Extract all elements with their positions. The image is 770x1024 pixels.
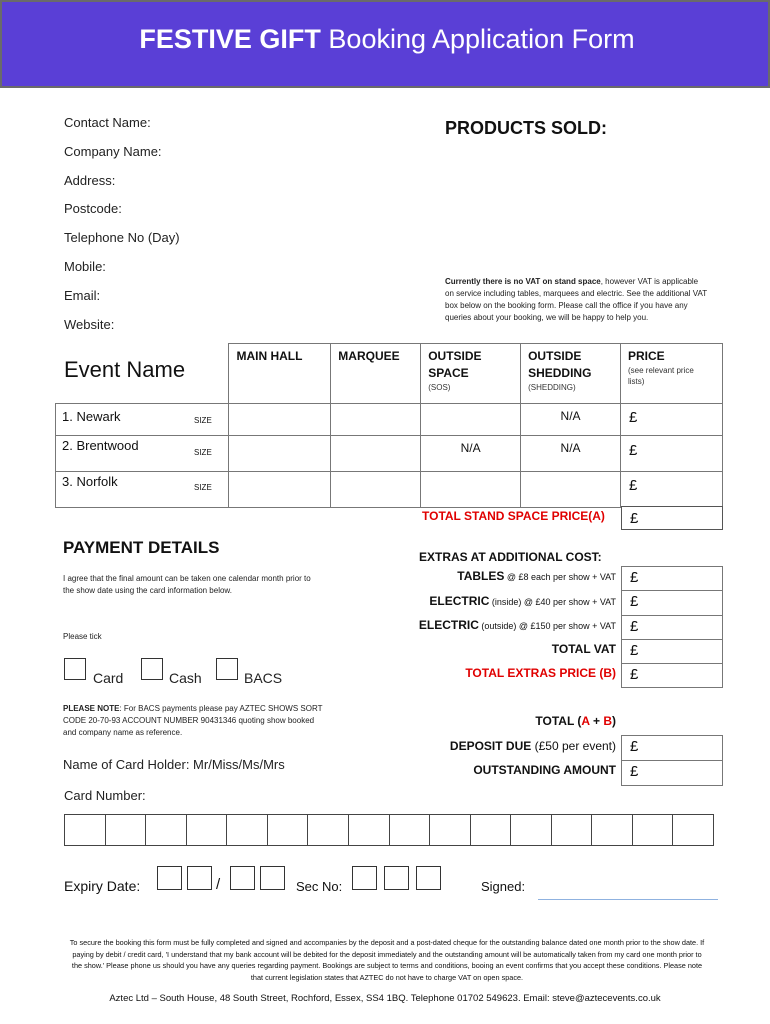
card-digit-box[interactable] <box>268 815 309 845</box>
bacs-checkbox[interactable] <box>216 658 238 680</box>
card-digit-box[interactable] <box>633 815 674 845</box>
card-option-label: Card <box>93 670 124 686</box>
expiry-month-box[interactable] <box>187 866 212 890</box>
main-hall-cell[interactable] <box>229 472 331 508</box>
sos-cell[interactable] <box>421 472 521 508</box>
card-number-boxes <box>64 814 714 846</box>
sec-digit-box[interactable] <box>352 866 377 890</box>
telephone-label: Telephone No (Day) <box>64 230 180 245</box>
card-digit-box[interactable] <box>308 815 349 845</box>
card-digit-box[interactable] <box>146 815 187 845</box>
card-digit-box[interactable] <box>511 815 552 845</box>
card-digit-box[interactable] <box>471 815 512 845</box>
electric-outside-price[interactable]: £ <box>622 616 723 640</box>
bacs-note: PLEASE NOTE: For BACS payments please pay AZTEC SHOWS SORT CODE 20-70-93 ACCOUNT NUMBER 90431346 quoting show booked and company name as reference. <box>63 704 323 737</box>
tables-price[interactable]: £ <box>622 567 723 591</box>
sec-no-label: Sec No: <box>296 879 343 894</box>
sos-cell[interactable]: N/A <box>421 436 521 472</box>
sos-cell[interactable] <box>421 404 521 436</box>
card-digit-box[interactable] <box>227 815 268 845</box>
deposit-price-table <box>621 735 723 786</box>
event-name: 1. Newark <box>62 409 121 424</box>
total-vat-price[interactable]: £ <box>622 640 723 664</box>
cash-option-label: Cash <box>169 670 202 686</box>
event-name: 2. Brentwood <box>62 438 139 453</box>
terms-text: To secure the booking this form must be fully completed and signed and accompanies by the deposit and a post-dated cheque for the outstanding balance dated one month prior to the show date. If paying by debit / credit card, 'I understand that my bank account will be debited for the deposit immediately and the outstanding amount will be automatically taken from my card one month prior to the show.' Please phone us should you have any queries regarding payment. Bookings are subject to terms and conditions, booing an event confirms that you accept these conditions. Please note that current legislation states that AZTEC do not have to charge VAT on open space. <box>69 938 705 982</box>
main-hall-cell[interactable] <box>229 404 331 436</box>
col-marquee: MARQUEE <box>331 344 421 404</box>
col-main-hall: MAIN HALL <box>229 344 331 404</box>
cash-checkbox[interactable] <box>141 658 163 680</box>
expiry-month-box[interactable] <box>157 866 182 890</box>
price-cell[interactable]: £ <box>621 404 723 436</box>
total-label: TOTAL (A + B) <box>535 714 616 728</box>
electric-inside-price[interactable]: £ <box>622 591 723 616</box>
col-outside-space: OUTSIDE SPACE (SOS) <box>421 344 521 404</box>
please-tick-label: Please tick <box>63 632 102 641</box>
total-extras-price[interactable]: £ <box>622 664 723 688</box>
card-digit-box[interactable] <box>65 815 106 845</box>
payment-agree-text: I agree that the final amount can be taken one calendar month prior to the show date using the card information below. <box>63 574 311 595</box>
tables-extra-label: TABLES @ £8 each per show + VAT <box>457 569 616 583</box>
event-name: 3. Norfolk <box>62 474 118 489</box>
deposit-label: DEPOSIT DUE (£50 per event) <box>449 739 616 753</box>
expiry-slash: / <box>216 876 221 893</box>
marquee-cell[interactable] <box>331 472 421 508</box>
table-row <box>56 436 723 472</box>
event-table <box>55 343 723 508</box>
card-digit-box[interactable] <box>349 815 390 845</box>
electric-inside-label: ELECTRIC (inside) @ £40 per show + VAT <box>429 594 616 608</box>
electric-outside-label: ELECTRIC (outside) @ £150 per show + VAT <box>418 618 616 632</box>
price-cell[interactable]: £ <box>621 436 723 472</box>
email-label: Email: <box>64 288 101 303</box>
extras-heading: EXTRAS AT ADDITIONAL COST: <box>419 550 602 564</box>
address-label: Address: <box>64 173 116 188</box>
deposit-price[interactable]: £ <box>622 736 723 761</box>
expiry-label: Expiry Date: <box>64 878 141 894</box>
outstanding-price[interactable]: £ <box>622 761 723 786</box>
card-digit-box[interactable] <box>390 815 431 845</box>
card-digit-box[interactable] <box>106 815 147 845</box>
col-price: PRICE (see relevant price lists) <box>621 344 723 404</box>
card-digit-box[interactable] <box>592 815 633 845</box>
size-label: SIZE <box>194 416 212 425</box>
table-row <box>56 404 723 436</box>
sec-digit-box[interactable] <box>416 866 441 890</box>
total-stand-price[interactable]: £ <box>621 506 723 530</box>
header-banner <box>0 0 770 88</box>
mobile-label: Mobile: <box>64 259 106 274</box>
price-cell[interactable]: £ <box>621 472 723 508</box>
form-title: FESTIVE GIFT Booking Application Form <box>139 24 635 54</box>
total-stand-label: TOTAL STAND SPACE PRICE(A) <box>422 509 605 523</box>
extras-price-table <box>621 566 723 688</box>
table-row <box>56 472 723 508</box>
shedding-cell[interactable] <box>521 472 621 508</box>
card-number-label: Card Number: <box>64 788 146 803</box>
card-checkbox[interactable] <box>64 658 86 680</box>
company-address: Aztec Ltd – South House, 48 South Street, Rochford, Essex, SS4 1BQ. Telephone 01702 549623. Email: steve@aztecevents.co.uk <box>109 993 661 1004</box>
vat-note: Currently there is no VAT on stand space, however VAT is applicable on service including tables, marquees and electric. See the additional VAT box below on the booking form. Please call the office if you have any queries about your booking, we will be happy to help you. <box>445 277 707 322</box>
products-sold-heading: PRODUCTS SOLD: <box>445 118 607 138</box>
payment-heading: PAYMENT DETAILS <box>63 538 220 557</box>
size-label: SIZE <box>194 483 212 492</box>
shedding-cell[interactable]: N/A <box>521 436 621 472</box>
card-digit-box[interactable] <box>552 815 593 845</box>
col-outside-shedding: OUTSIDE SHEDDING (SHEDDING) <box>521 344 621 404</box>
card-digit-box[interactable] <box>187 815 228 845</box>
bacs-option-label: BACS <box>244 670 283 686</box>
card-digit-box[interactable] <box>430 815 471 845</box>
company-name-label: Company Name: <box>64 144 162 159</box>
marquee-cell[interactable] <box>331 436 421 472</box>
size-label: SIZE <box>194 448 212 457</box>
outstanding-label: OUTSTANDING AMOUNT <box>473 763 616 777</box>
postcode-label: Postcode: <box>64 201 122 216</box>
shedding-cell[interactable]: N/A <box>521 404 621 436</box>
expiry-year-box[interactable] <box>230 866 255 890</box>
website-label: Website: <box>64 317 115 332</box>
signed-label: Signed: <box>481 879 526 894</box>
card-digit-box[interactable] <box>673 815 713 845</box>
event-name-heading: Event Name <box>64 357 186 382</box>
expiry-year-box[interactable] <box>260 866 285 890</box>
marquee-cell[interactable] <box>331 404 421 436</box>
main-hall-cell[interactable] <box>229 436 331 472</box>
contact-name-label: Contact Name: <box>64 115 151 130</box>
total-vat-label: TOTAL VAT <box>551 642 616 656</box>
card-holder-label: Name of Card Holder: Mr/Miss/Ms/Mrs <box>63 757 285 772</box>
signature-line[interactable] <box>538 899 718 900</box>
sec-digit-box[interactable] <box>384 866 409 890</box>
total-extras-label: TOTAL EXTRAS PRICE (B) <box>465 666 616 680</box>
